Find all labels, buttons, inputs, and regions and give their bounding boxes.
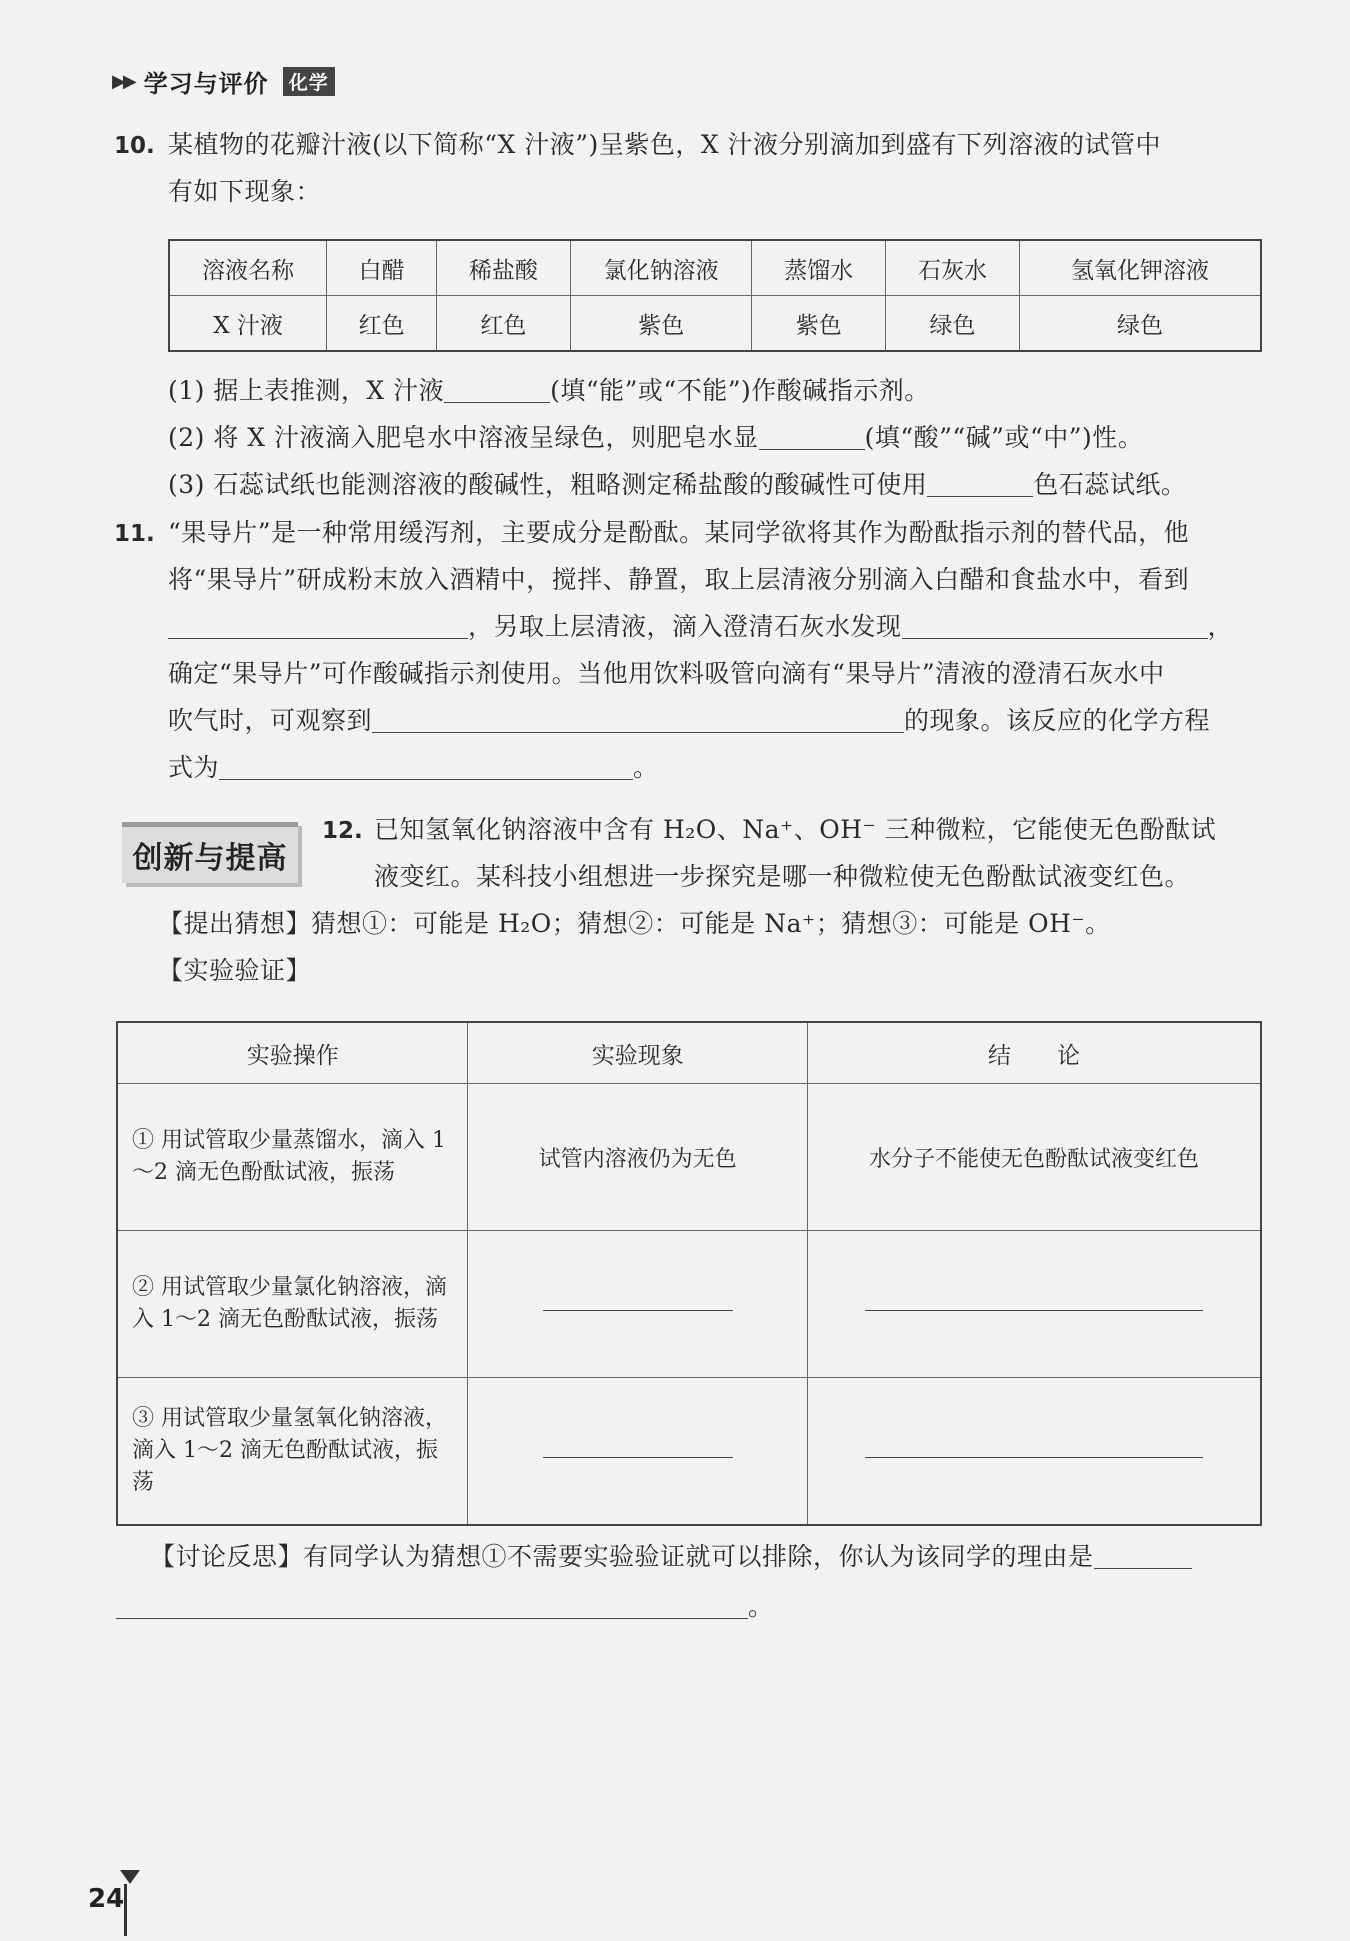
table-cell: ③ 用试管取少量氢氧化钠溶液，滴入 1～2 滴无色酚酞试液，振荡 <box>117 1378 468 1526</box>
q11-line3-text: ，另取上层清液，滴入澄清石灰水发现 <box>468 612 902 641</box>
table-cell: 溶液名称 <box>169 240 327 296</box>
answer-blank[interactable] <box>927 472 1033 497</box>
q12-number: 12. <box>322 818 363 844</box>
answer-blank[interactable] <box>543 1306 733 1311</box>
table-row <box>117 1084 1261 1231</box>
table-cell: 红色 <box>327 296 437 352</box>
table-header-cell: 实验现象 <box>468 1022 807 1084</box>
q10-part3 <box>168 470 1186 500</box>
q11-line3-end: ， <box>1207 612 1234 641</box>
q12-experiment-table <box>116 1021 1262 1526</box>
table-cell: 石灰水 <box>886 240 1020 296</box>
answer-blank[interactable] <box>372 708 904 733</box>
answer-blank[interactable] <box>865 1453 1203 1458</box>
q12-discussion-end: 。 <box>748 1592 774 1621</box>
table-cell <box>807 1231 1261 1378</box>
q12-line1: 已知氢氧化钠溶液中含有 H₂O、Na⁺、OH⁻ 三种微粒，它能使无色酚酞试 <box>374 815 1217 844</box>
page-header <box>112 64 335 99</box>
q10-part1-text-end: (填“能”或“不能”)作酸碱指示剂。 <box>550 376 930 405</box>
table-cell: 红色 <box>437 296 571 352</box>
table-cell: 紫色 <box>752 296 886 352</box>
table-cell: 稀盐酸 <box>437 240 571 296</box>
table-cell: 紫色 <box>570 296 752 352</box>
q10-part2-text-end: (填“酸”“碱”或“中”)性。 <box>864 423 1144 452</box>
table-cell: 试管内溶液仍为无色 <box>468 1084 807 1231</box>
q11-number: 11. <box>114 521 155 547</box>
answer-blank[interactable] <box>219 755 633 780</box>
q10-part3-text: (3) 石蕊试纸也能测溶液的酸碱性，粗略测定稀盐酸的酸碱性可使用 <box>168 470 928 499</box>
q12-discussion <box>150 1542 1192 1572</box>
q10-line2: 有如下现象： <box>168 177 322 206</box>
table-cell: 蒸馏水 <box>752 240 886 296</box>
table-cell: 水分子不能使无色酚酞试液变红色 <box>807 1084 1261 1231</box>
triangle-marker-icon <box>120 1870 140 1884</box>
table-row <box>169 240 1261 296</box>
q11-line5-text: 吹气时，可观察到 <box>168 706 373 735</box>
q12-verify-heading: 【实验验证】 <box>158 956 312 985</box>
table-cell: ① 用试管取少量蒸馏水，滴入 1～2 滴无色酚酞试液，振荡 <box>117 1084 468 1231</box>
q10-indicator-table <box>168 239 1262 352</box>
q11-line4: 确定“果导片”可作酸碱指示剂使用。当他用饮料吸管向滴有“果导片”清液的澄清石灰水中 <box>168 659 1165 688</box>
q10-part1 <box>168 376 930 406</box>
answer-blank[interactable] <box>759 425 865 450</box>
q10-line1: 某植物的花瓣汁液(以下简称“X 汁液”)呈紫色，X 汁液分别滴加到盛有下列溶液的试管中 <box>168 130 1162 159</box>
answer-blank[interactable] <box>1094 1544 1192 1569</box>
table-row <box>117 1378 1261 1526</box>
q11-line5 <box>168 706 1210 736</box>
q10-part1-text: (1) 据上表推测，X 汁液 <box>168 376 445 405</box>
table-cell: X 汁液 <box>169 296 327 352</box>
q11-line1: “果导片”是一种常用缓泻剂，主要成分是酚酞。某同学欲将其作为酚酞指示剂的替代品，他 <box>168 518 1190 547</box>
table-cell <box>807 1378 1261 1526</box>
answer-blank[interactable] <box>168 614 468 639</box>
section-badge: 创新与提高 <box>122 822 298 883</box>
table-header-cell: 结 论 <box>807 1022 1261 1084</box>
table-cell: 氢氧化钾溶液 <box>1019 240 1261 296</box>
q12-discussion-text: 【讨论反思】有同学认为猜想①不需要实验验证就可以排除，你认为该同学的理由是 <box>150 1542 1094 1571</box>
q12-hypothesis: 【提出猜想】猜想①：可能是 H₂O；猜想②：可能是 Na⁺；猜想③：可能是 OH⁻。 <box>158 909 1111 938</box>
double-arrow-icon: ▶▶ <box>112 71 134 92</box>
table-row <box>169 296 1261 352</box>
table-cell: 绿色 <box>1019 296 1261 352</box>
table-cell: 氯化钠溶液 <box>570 240 752 296</box>
table-row <box>117 1231 1261 1378</box>
answer-blank[interactable] <box>902 614 1208 639</box>
answer-blank[interactable] <box>116 1594 748 1619</box>
q11-line6-text: 式为 <box>168 753 220 782</box>
table-cell: 白醋 <box>327 240 437 296</box>
q10-number: 10. <box>114 133 155 159</box>
q12-line2: 液变红。某科技小组想进一步探究是哪一种微粒使无色酚酞试液变红色。 <box>374 862 1191 891</box>
answer-blank[interactable] <box>865 1306 1203 1311</box>
table-cell <box>468 1231 807 1378</box>
page-number-divider <box>124 1884 127 1936</box>
subject-badge: 化学 <box>283 67 335 96</box>
q10-part3-text-end: 色石蕊试纸。 <box>1033 470 1187 499</box>
page-number: 24 <box>88 1884 125 1914</box>
q11-line3 <box>168 612 1233 642</box>
answer-blank[interactable] <box>444 378 550 403</box>
q11-line5-end: 的现象。该反应的化学方程 <box>904 706 1211 735</box>
q11-line2: 将“果导片”研成粉末放入酒精中，搅拌、静置，取上层清液分别滴入白醋和食盐水中，看到 <box>168 565 1190 594</box>
q10-part2-text: (2) 将 X 汁液滴入肥皂水中溶液呈绿色，则肥皂水显 <box>168 423 759 452</box>
answer-blank[interactable] <box>543 1453 733 1458</box>
table-cell <box>468 1378 807 1526</box>
q10-part2 <box>168 423 1143 453</box>
q11-line6 <box>168 753 659 783</box>
table-header-cell: 实验操作 <box>117 1022 468 1084</box>
q12-discussion-line2 <box>116 1592 774 1622</box>
table-cell: ② 用试管取少量氯化钠溶液，滴入 1～2 滴无色酚酞试液，振荡 <box>117 1231 468 1378</box>
table-header-row <box>117 1022 1261 1084</box>
header-title: 学习与评价 <box>143 70 269 98</box>
table-cell: 绿色 <box>886 296 1020 352</box>
q11-line6-end: 。 <box>633 753 659 782</box>
